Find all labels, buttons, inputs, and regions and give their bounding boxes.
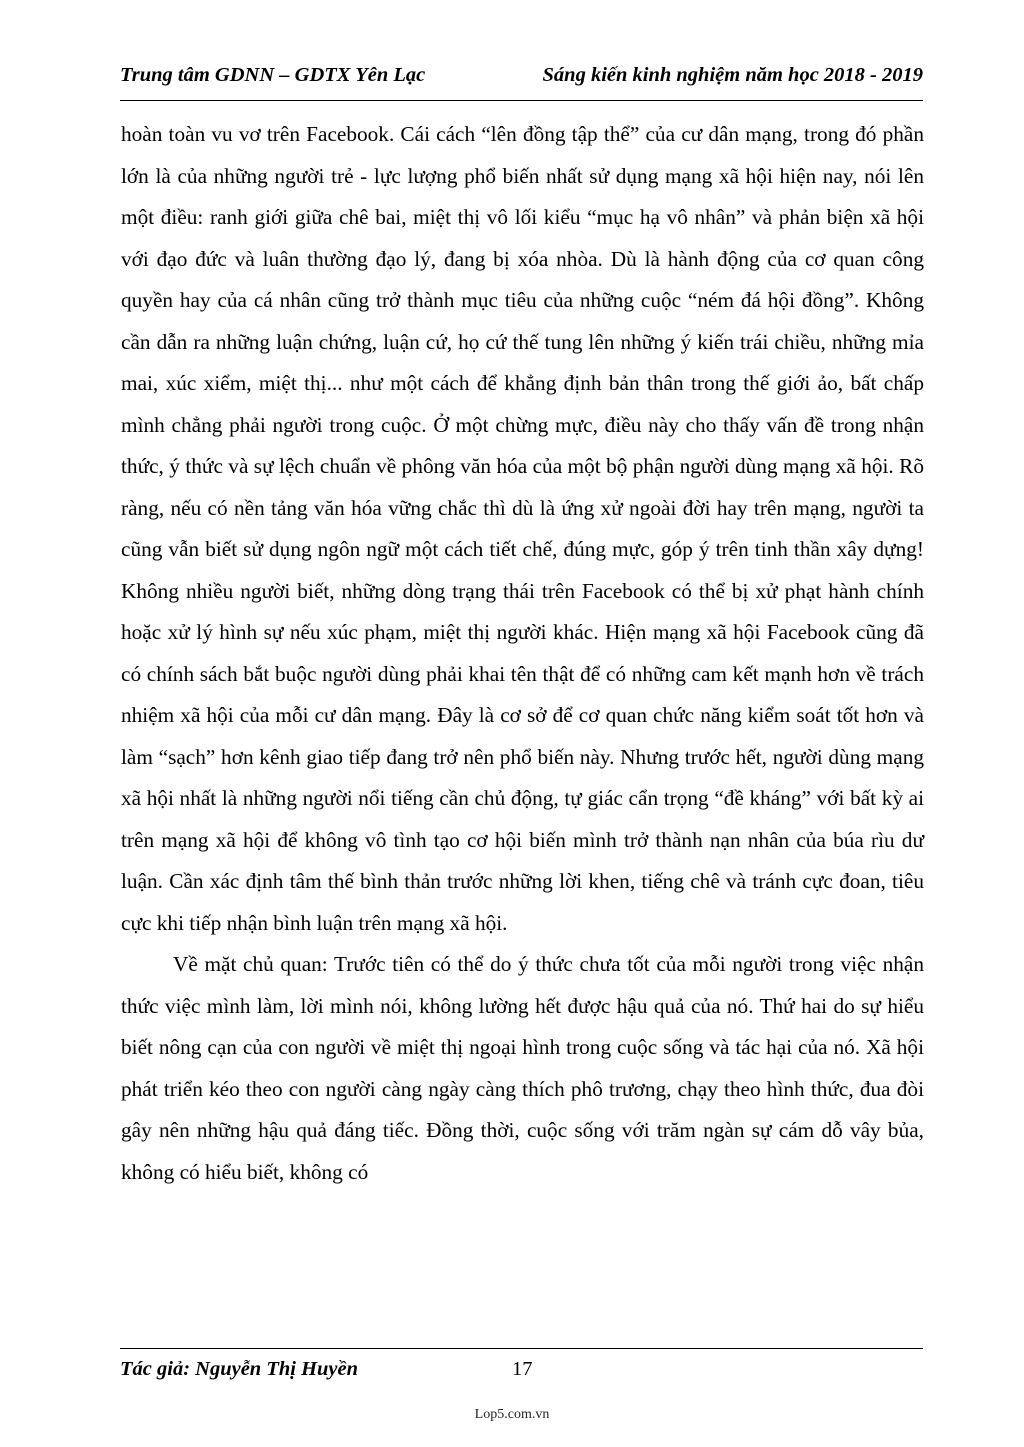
paragraph-1: hoàn toàn vu vơ trên Facebook. Cái cách “lên đồng tập thể” của cư dân mạng, trong đó phần lớn là của những người trẻ - lực lượng phổ biến nhất sử dụng mạng xã hội hiện nay, nói lên một điều: ranh giới giữa chê bai, miệt thị vô lối kiểu “mục hạ vô nhân” và phản biện xã hội với đạo đức và luân thường đạo lý, đang bị xóa nhòa. Dù là hành động của cơ quan công quyền hay của cá nhân cũng trở thành mục tiêu của những cuộc “ném đá hội đồng”. Không cần dẫn ra những luận chứng, luận cứ, họ cứ thế tung lên những ý kiến trái chiều, những mỉa mai, xúc xiểm, miệt thị... như một cách để khẳng định bản thân trong thế giới ảo, bất chấp mình chẳng phải người trong cuộc. Ở một chừng mực, điều này cho thấy vấn đề trong nhận thức, ý thức và sự lệch chuẩn về phông văn hóa của một bộ phận người dùng mạng xã hội. Rõ ràng, nếu có nền tảng văn hóa vững chắc thì dù là ứng xử ngoài đời hay trên mạng, người ta cũng vẫn biết sử dụng ngôn ngữ một cách tiết chế, đúng mực, góp ý trên tinh thần xây dựng! Không nhiều người biết, những dòng trạng thái trên Facebook có thể bị xử phạt hành chính hoặc xử lý hình sự nếu xúc phạm, miệt thị người khác. Hiện mạng xã hội Facebook cũng đã có chính sách bắt buộc người dùng phải khai tên thật để có những cam kết mạnh hơn về trách nhiệm xã hội của mỗi cư dân mạng. Đây là cơ sở để cơ quan chức năng kiểm soát tốt hơn và làm “sạch” hơn kênh giao tiếp đang trở nên phổ biến này. Nhưng trước hết, người dùng mạng xã hội nhất là những người nổi tiếng cần chủ động, tự giác cẩn trọng “đề kháng” với bất kỳ ai trên mạng xã hội để không vô tình tạo cơ hội biến mình trở thành nạn nhân của búa rìu dư luận. Cần xác định tâm thế bình thản trước những lời khen, tiếng chê và tránh cực đoan, tiêu cực khi tiếp nhận bình luận trên mạng xã hội.	[121, 122, 924, 935]
header-document-title: Sáng kiến kinh nghiệm năm học 2018 - 2019	[542, 64, 923, 86]
page-number: 17	[512, 1358, 533, 1380]
page-header	[120, 56, 923, 101]
document-body	[121, 114, 924, 1193]
header-institution: Trung tâm GDNN – GDTX Yên Lạc	[120, 64, 426, 86]
paragraph-2: Về mặt chủ quan: Trước tiên có thể do ý thức chưa tốt của mỗi người trong việc nhận thức việc mình làm, lời mình nói, không lường hết được hậu quả của nó. Thứ hai do sự hiểu biết nông cạn của con người về miệt thị ngoại hình trong cuộc sống và tác hại của nó. Xã hội phát triển kéo theo con người càng ngày càng thích phô trương, chạy theo hình thức, đua đòi gây nên những hậu quả đáng tiếc. Đồng thời, cuộc sống với trăm ngàn sự cám dỗ vây bủa, không có hiểu biết, không có	[121, 952, 924, 1184]
footer-author: Tác giả: Nguyễn Thị Huyền	[120, 1358, 359, 1380]
footer-divider	[120, 1348, 923, 1349]
watermark-text[interactable]: Lop5.com.vn	[474, 1407, 550, 1422]
